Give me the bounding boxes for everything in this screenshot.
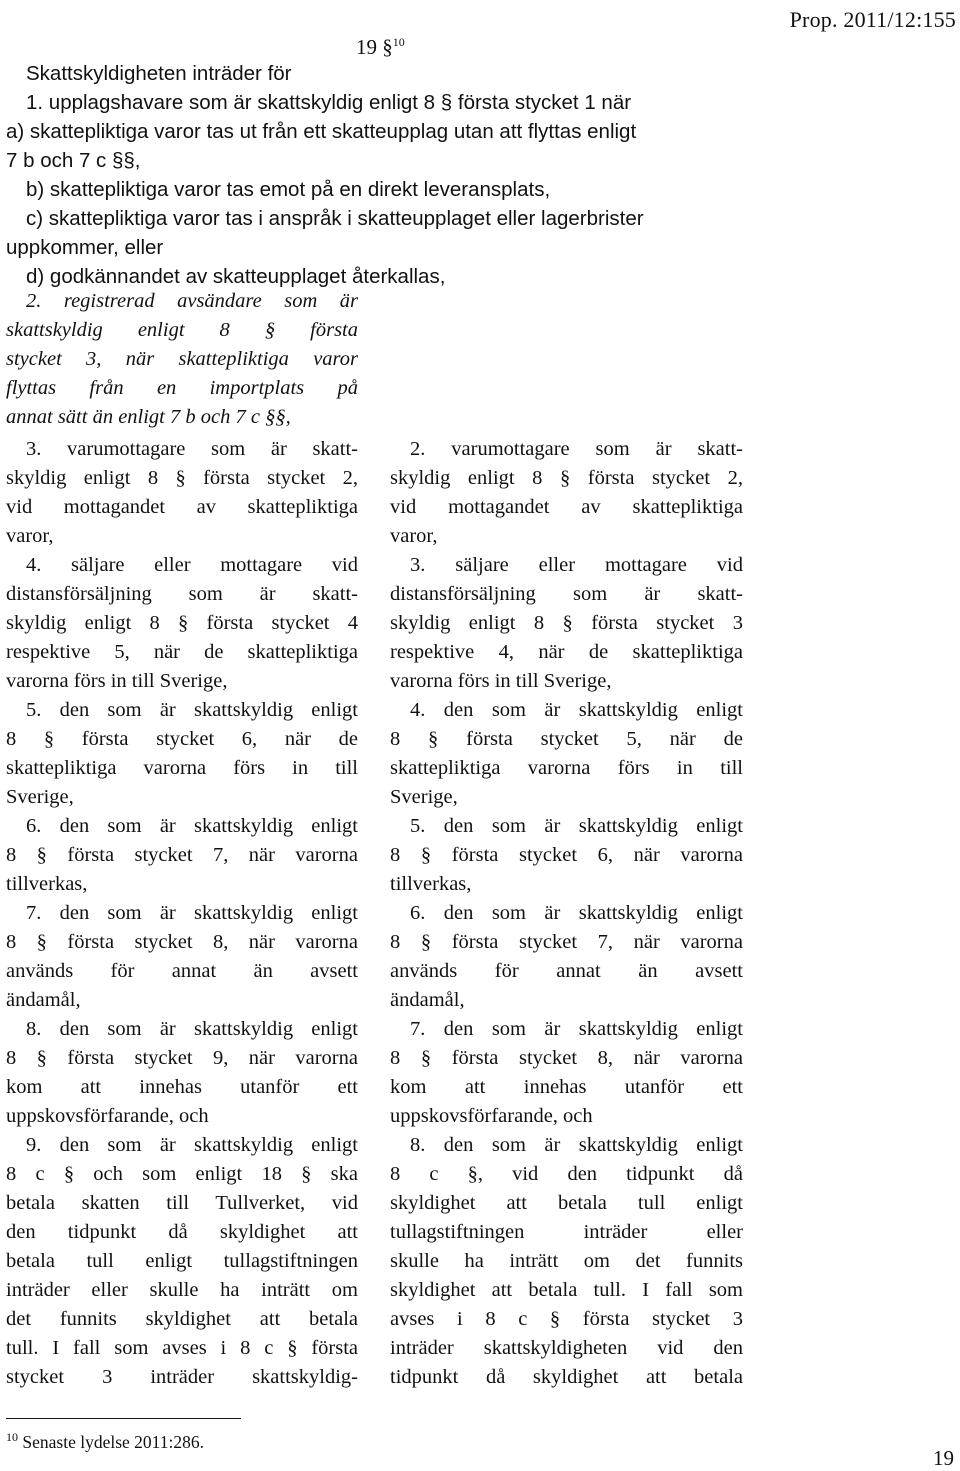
right-line: 7. den som är skattskyldig enligt [410,1018,743,1040]
footnote-text: Senaste lydelse 2011:286. [22,1431,204,1452]
left-line: 9. den som är skattskyldig enligt [26,1134,358,1156]
left-line: ändamål, [6,989,81,1011]
right-line: 8 § första stycket 8, när varorna [390,1047,743,1069]
right-line: ändamål, [390,989,465,1011]
left-line: varor, [6,525,54,547]
left-line: 8 § första stycket 6, när de [6,728,358,750]
right-line: kom att innehas utanför ett [390,1076,743,1098]
left-line: stycket 3 inträder skattskyldig- [6,1366,358,1388]
right-line: tidpunkt då skyldighet att betala [390,1366,743,1388]
left-line: varorna förs in till Sverige, [6,670,228,692]
proposition-id: Prop. 2011/12:155 [789,7,956,32]
left-line: 8 § första stycket 9, när varorna [6,1047,358,1069]
right-line: respektive 4, när de skattepliktiga [390,641,743,663]
right-line: vid mottagandet av skattepliktiga [390,496,743,518]
intro-line: b) skattepliktiga varor tas emot på en direkt leveransplats, [26,178,551,201]
right-line: tillverkas, [390,873,472,895]
page-ref-number: 19 [356,35,377,59]
left-line: 8 c § och som enligt 18 § ska [6,1163,358,1185]
right-line: 8. den som är skattskyldig enligt [410,1134,743,1156]
right-line: 5. den som är skattskyldig enligt [410,815,743,837]
right-line: 8 § första stycket 6, när varorna [390,844,743,866]
right-line: avses i 8 c § första stycket 3 [390,1308,743,1330]
left-line: vid mottagandet av skattepliktiga [6,496,358,518]
italic-line: 2. registrerad avsändare som är [26,290,358,312]
left-line: tull. I fall som avses i 8 c § första [6,1337,358,1359]
right-line: skulle ha inträtt om det funnits [390,1250,743,1272]
right-line: 6. den som är skattskyldig enligt [410,902,743,924]
right-line: 4. den som är skattskyldig enligt [410,699,743,721]
right-line: skyldig enligt 8 § första stycket 2, [390,467,743,489]
left-line: 5. den som är skattskyldig enligt [26,699,358,721]
left-line: 3. varumottagare som är skatt- [26,438,358,460]
left-line: skyldig enligt 8 § första stycket 4 [6,612,358,634]
intro-line: 1. upplagshavare som är skattskyldig enligt 8 § första stycket 1 när [26,91,632,114]
left-line: 8. den som är skattskyldig enligt [26,1018,358,1040]
footnote-ref: 10 [392,35,405,49]
intro-line: uppkommer, eller [6,236,164,259]
right-line: varor, [390,525,438,547]
page-number: 19 [933,1446,954,1470]
right-line: skyldighet att betala tull enligt [390,1192,743,1214]
right-column [390,435,743,1392]
footnote [6,1426,204,1453]
intro-line: c) skattepliktiga varor tas i anspråk i skatteupplaget eller lagerbrister [26,207,644,230]
left-line: tillverkas, [6,873,88,895]
right-line: 8 § första stycket 7, när varorna [390,931,743,953]
left-line: distansförsäljning som är skatt- [6,583,358,605]
right-line: 2. varumottagare som är skatt- [410,438,743,460]
left-line: 7. den som är skattskyldig enligt [26,902,358,924]
intro-line: 7 b och 7 c §§, [6,149,141,172]
left-line: 6. den som är skattskyldig enligt [26,815,358,837]
left-line: betala skatten till Tullverket, vid [6,1192,358,1214]
page-reference [356,30,405,59]
left-line: används för annat än avsett [6,960,358,982]
left-line: skyldig enligt 8 § första stycket 2, [6,467,358,489]
left-line: 8 § första stycket 7, när varorna [6,844,358,866]
right-line: distansförsäljning som är skatt- [390,583,743,605]
left-line: respektive 5, när de skattepliktiga [6,641,358,663]
right-line: Sverige, [390,786,458,808]
intro-line: d) godkännandet av skatteupplaget återkallas, [26,265,446,288]
left-line: inträder eller skulle ha inträtt om [6,1279,358,1301]
footnote-rule [6,1418,241,1419]
left-line: betala tull enligt tullagstiftningen [6,1250,358,1272]
italic-line: annat sätt än enligt 7 b och 7 c §§, [6,406,291,428]
intro-line: Skattskyldigheten inträder för [26,62,292,85]
right-line: varorna förs in till Sverige, [390,670,612,692]
footnote-number: 10 [6,1430,18,1444]
right-line: skyldighet att betala tull. I fall som [390,1279,743,1301]
left-line: Sverige, [6,786,74,808]
left-line: uppskovsförfarande, och [6,1105,209,1127]
right-line: inträder skattskyldigheten vid den [390,1337,743,1359]
left-line: den tidpunkt då skyldighet att [6,1221,358,1243]
right-line: tullagstiftningen inträder eller [390,1221,743,1243]
italic-line: flyttas från en importplats på [6,377,358,399]
left-line: kom att innehas utanför ett [6,1076,358,1098]
left-line: skattepliktiga varorna förs in till [6,757,358,779]
right-line: 8 § första stycket 5, när de [390,728,743,750]
right-line: används för annat än avsett [390,960,743,982]
left-line: 8 § första stycket 8, när varorna [6,931,358,953]
right-line: 8 c §, vid den tidpunkt då [390,1163,743,1185]
right-line: uppskovsförfarande, och [390,1105,593,1127]
italic-paragraph [6,287,358,432]
italic-line: skattskyldig enligt 8 § första [6,319,358,341]
right-line: 3. säljare eller mottagare vid [410,554,743,576]
intro-line: a) skattepliktiga varor tas ut från ett skatteupplag utan att flyttas enligt [6,120,637,143]
right-line: skattepliktiga varorna förs in till [390,757,743,779]
left-line: 4. säljare eller mottagare vid [26,554,358,576]
left-line: det funnits skyldighet att betala [6,1308,358,1330]
left-column [6,435,358,1392]
italic-line: stycket 3, när skattepliktiga varor [6,348,358,370]
right-line: skyldig enligt 8 § första stycket 3 [390,612,743,634]
section-sign: § [382,35,393,59]
